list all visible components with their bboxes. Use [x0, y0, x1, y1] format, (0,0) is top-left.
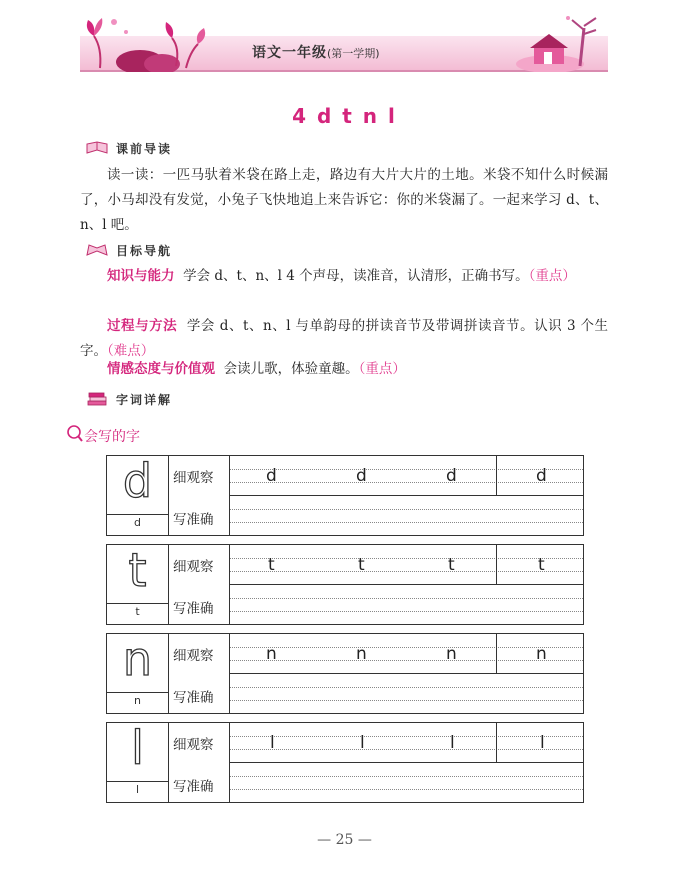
observe-label: 细观察 — [173, 648, 214, 664]
sample-letter: l — [270, 733, 275, 753]
goal-text: 学会 d、t、n、l 4 个声母，读准音，认清形，正确书写。 — [183, 268, 529, 284]
practice-grid[interactable] — [229, 723, 583, 802]
observe-label: 细观察 — [173, 559, 214, 575]
sample-letter: n — [356, 644, 367, 664]
sample-letter: d — [446, 466, 457, 486]
goal-item-emotion — [80, 357, 608, 382]
small-letter: l — [135, 783, 140, 796]
section-title-goals: 目标导航 — [116, 244, 173, 258]
sample-letter: d — [356, 466, 367, 486]
writing-box-t — [106, 544, 584, 625]
letter-column — [107, 634, 169, 713]
goal-tag: （难点） — [107, 343, 155, 359]
goal-tag: （重点） — [528, 268, 576, 284]
header-title: 语文一年级(第一学期) — [252, 45, 380, 61]
goal-text: 学会 d、t、n、l 与单韵母的拼读音节及带调拼读音节。认识 3 个生字。 — [80, 318, 608, 359]
sample-letter: t — [538, 555, 545, 575]
sample-letter: t — [448, 555, 455, 575]
outlined-letter: n — [122, 632, 153, 686]
lesson-title: 4 d t n l — [292, 104, 397, 128]
sample-letter: l — [450, 733, 455, 753]
observe-label: 细观察 — [173, 470, 214, 486]
sample-letter: d — [536, 466, 547, 486]
practice-grid[interactable] — [229, 634, 583, 713]
small-letter: t — [135, 605, 140, 618]
practice-grid[interactable] — [229, 545, 583, 624]
practice-grid[interactable] — [229, 456, 583, 535]
preview-paragraph: 读一读：一匹马驮着米袋在路上走，路边有大片大片的土地。米袋不知什么时候漏了，小马却没有发觉，小兔子飞快地追上来告诉它：你的米袋漏了。一起来学习 d、t、n、l 吧。 — [80, 167, 608, 233]
sample-letter: t — [268, 555, 275, 575]
page-number: — 25 — — [317, 832, 372, 848]
letter-column — [107, 456, 169, 535]
outlined-letter: t — [128, 543, 147, 597]
sample-letter: d — [266, 466, 277, 486]
sample-letter: n — [446, 644, 457, 664]
goal-label: 知识与能力 — [107, 268, 175, 284]
outlined-letter: l — [131, 721, 144, 775]
section-title-writing: 会写的字 — [84, 429, 140, 445]
sample-letter: t — [358, 555, 365, 575]
books-stack-icon — [86, 392, 108, 406]
goal-item-knowledge — [80, 264, 608, 289]
letter-column — [107, 723, 169, 802]
sample-letter: n — [266, 644, 277, 664]
writing-box-d — [106, 455, 584, 536]
write-label: 写准确 — [173, 779, 214, 795]
section-title-preview: 课前导读 — [116, 142, 173, 156]
book-reading-icon — [86, 141, 108, 155]
writing-box-n — [106, 633, 584, 714]
sample-letter: l — [360, 733, 365, 753]
small-letter: n — [134, 694, 141, 707]
flower-decoration-left-icon — [80, 8, 210, 72]
house-tree-decoration-icon — [510, 8, 610, 72]
sample-letter: n — [536, 644, 547, 664]
goal-label: 情感态度与价值观 — [107, 361, 215, 377]
writing-box-l — [106, 722, 584, 803]
write-label: 写准确 — [173, 601, 214, 617]
outlined-letter: d — [122, 454, 153, 508]
section-title-words: 字词详解 — [116, 393, 173, 407]
sample-letter: l — [540, 733, 545, 753]
goal-label: 过程与方法 — [107, 318, 178, 334]
small-letter: d — [134, 516, 141, 529]
letter-column — [107, 545, 169, 624]
open-book-icon — [86, 243, 108, 257]
write-label: 写准确 — [173, 690, 214, 706]
goal-tag: （重点） — [358, 361, 406, 377]
magnifier-icon — [66, 424, 84, 444]
write-label: 写准确 — [173, 512, 214, 528]
observe-label: 细观察 — [173, 737, 214, 753]
goal-text: 会读儿歌，体验童趣。 — [223, 361, 359, 377]
